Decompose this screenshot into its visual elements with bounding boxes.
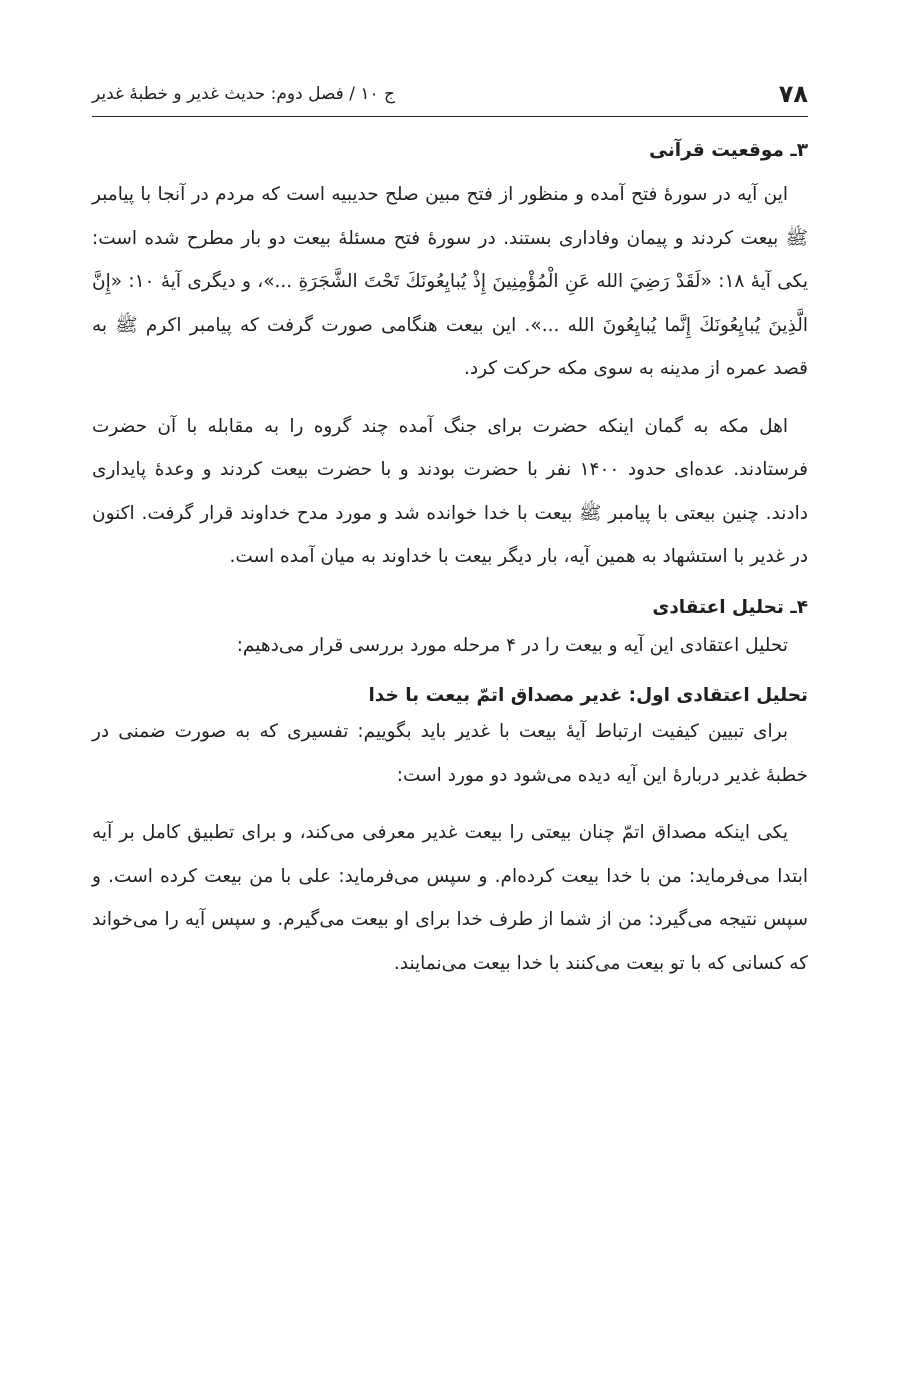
paragraph-text: این آیه در سورۀ فتح آمده و منظور از فتح مبین صلح حدیبیه است که مردم در آنجا با پیامبر ﷺ بیعت کردند و پیمان وفاداری بستند. در سورۀ فتح مسئلۀ بیعت دو بار مطرح شده است: یکی آیۀ ۱۸: «: [92, 184, 808, 292]
quran-verse-10: إِنَّ الَّذِينَ يُبايِعُونَكَ إِنَّما يُبايِعُونَ الله ...: [92, 271, 808, 336]
paragraph-text: »، و دیگری آیۀ ۱۰: «: [110, 271, 275, 292]
paragraph-ghadir-bayah: یکی اینکه مصداق اتمّ چنان بیعتی را بیعت غدیر معرفی می‌کند، و برای تطبیق کامل بر آیه ابتدا می‌فرماید: من با خدا بیعت کرده‌ام. و سپس می‌فرماید: علی با من بیعت کرده است. و سپس نتیجه می‌گیرد: من از شما از طرف خدا برای او بیعت می‌گیرم. و سپس آیه را می‌خواند که کسانی که با تو بیعت می‌کنند با خدا بیعت می‌نمایند.: [92, 822, 808, 974]
paragraph-intro: تحلیل اعتقادی این آیه و بیعت را در ۴ مرحله مورد بررسی قرار می‌دهیم:: [236, 634, 788, 656]
subheading-first-analysis: تحلیل اعتقادی اول: غدیر مصداق اتمّ بیعت با خدا: [368, 685, 808, 706]
page-body: [92, 140, 808, 985]
paragraph-text: ». این بیعت هنگامی صورت گرفت که پیامبر اکرم ﷺ به قصد عمره از مدینه به سوی مکه حرکت کرد.: [92, 314, 808, 379]
page-header: [92, 72, 808, 117]
paragraph-meccans: اهل مکه به گمان اینکه حضرت برای جنگ آمده چند گروه را به مقابله با آن حضرت فرستادند. عده‌ای حدود ۱۴۰۰ نفر با حضرت بودند و با حضرت بیعت کردند و وعدۀ پایداری دادند. چنین بیعتی با پیامبر ﷺ بیعت با خدا خوانده شد و مورد مدح خداوند قرار گرفت. اکنون در غدیر با استشهاد به همین آیه، بار دیگر بیعت با خداوند به میان آمده است.: [92, 415, 808, 567]
page-number: ۷۸: [778, 80, 808, 108]
section-heading-quranic-position: ۳ـ موقعیت قرآنی: [649, 140, 808, 161]
paragraph-explanation: برای تبیین کیفیت ارتباط آیۀ بیعت با غدیر باید بگوییم: تفسیری که به صورت ضمنی در خطبۀ غدیر دربارۀ این آیه دیده می‌شود دو مورد است:: [92, 721, 808, 786]
paragraph-quranic-position: [92, 173, 808, 391]
running-head: ج ۱۰ / فصل دوم: حدیث غدیر و خطبۀ غدیر: [92, 84, 396, 104]
section-heading-doctrinal-analysis: ۴ـ تحلیل اعتقادی: [652, 596, 808, 618]
quran-verse-18: لَقَدْ رَضِيَ الله عَنِ الْمُؤْمِنِينَ إِذْ يُبايِعُونَكَ تَحْتَ الشَّجَرَةِ ...: [274, 271, 701, 292]
